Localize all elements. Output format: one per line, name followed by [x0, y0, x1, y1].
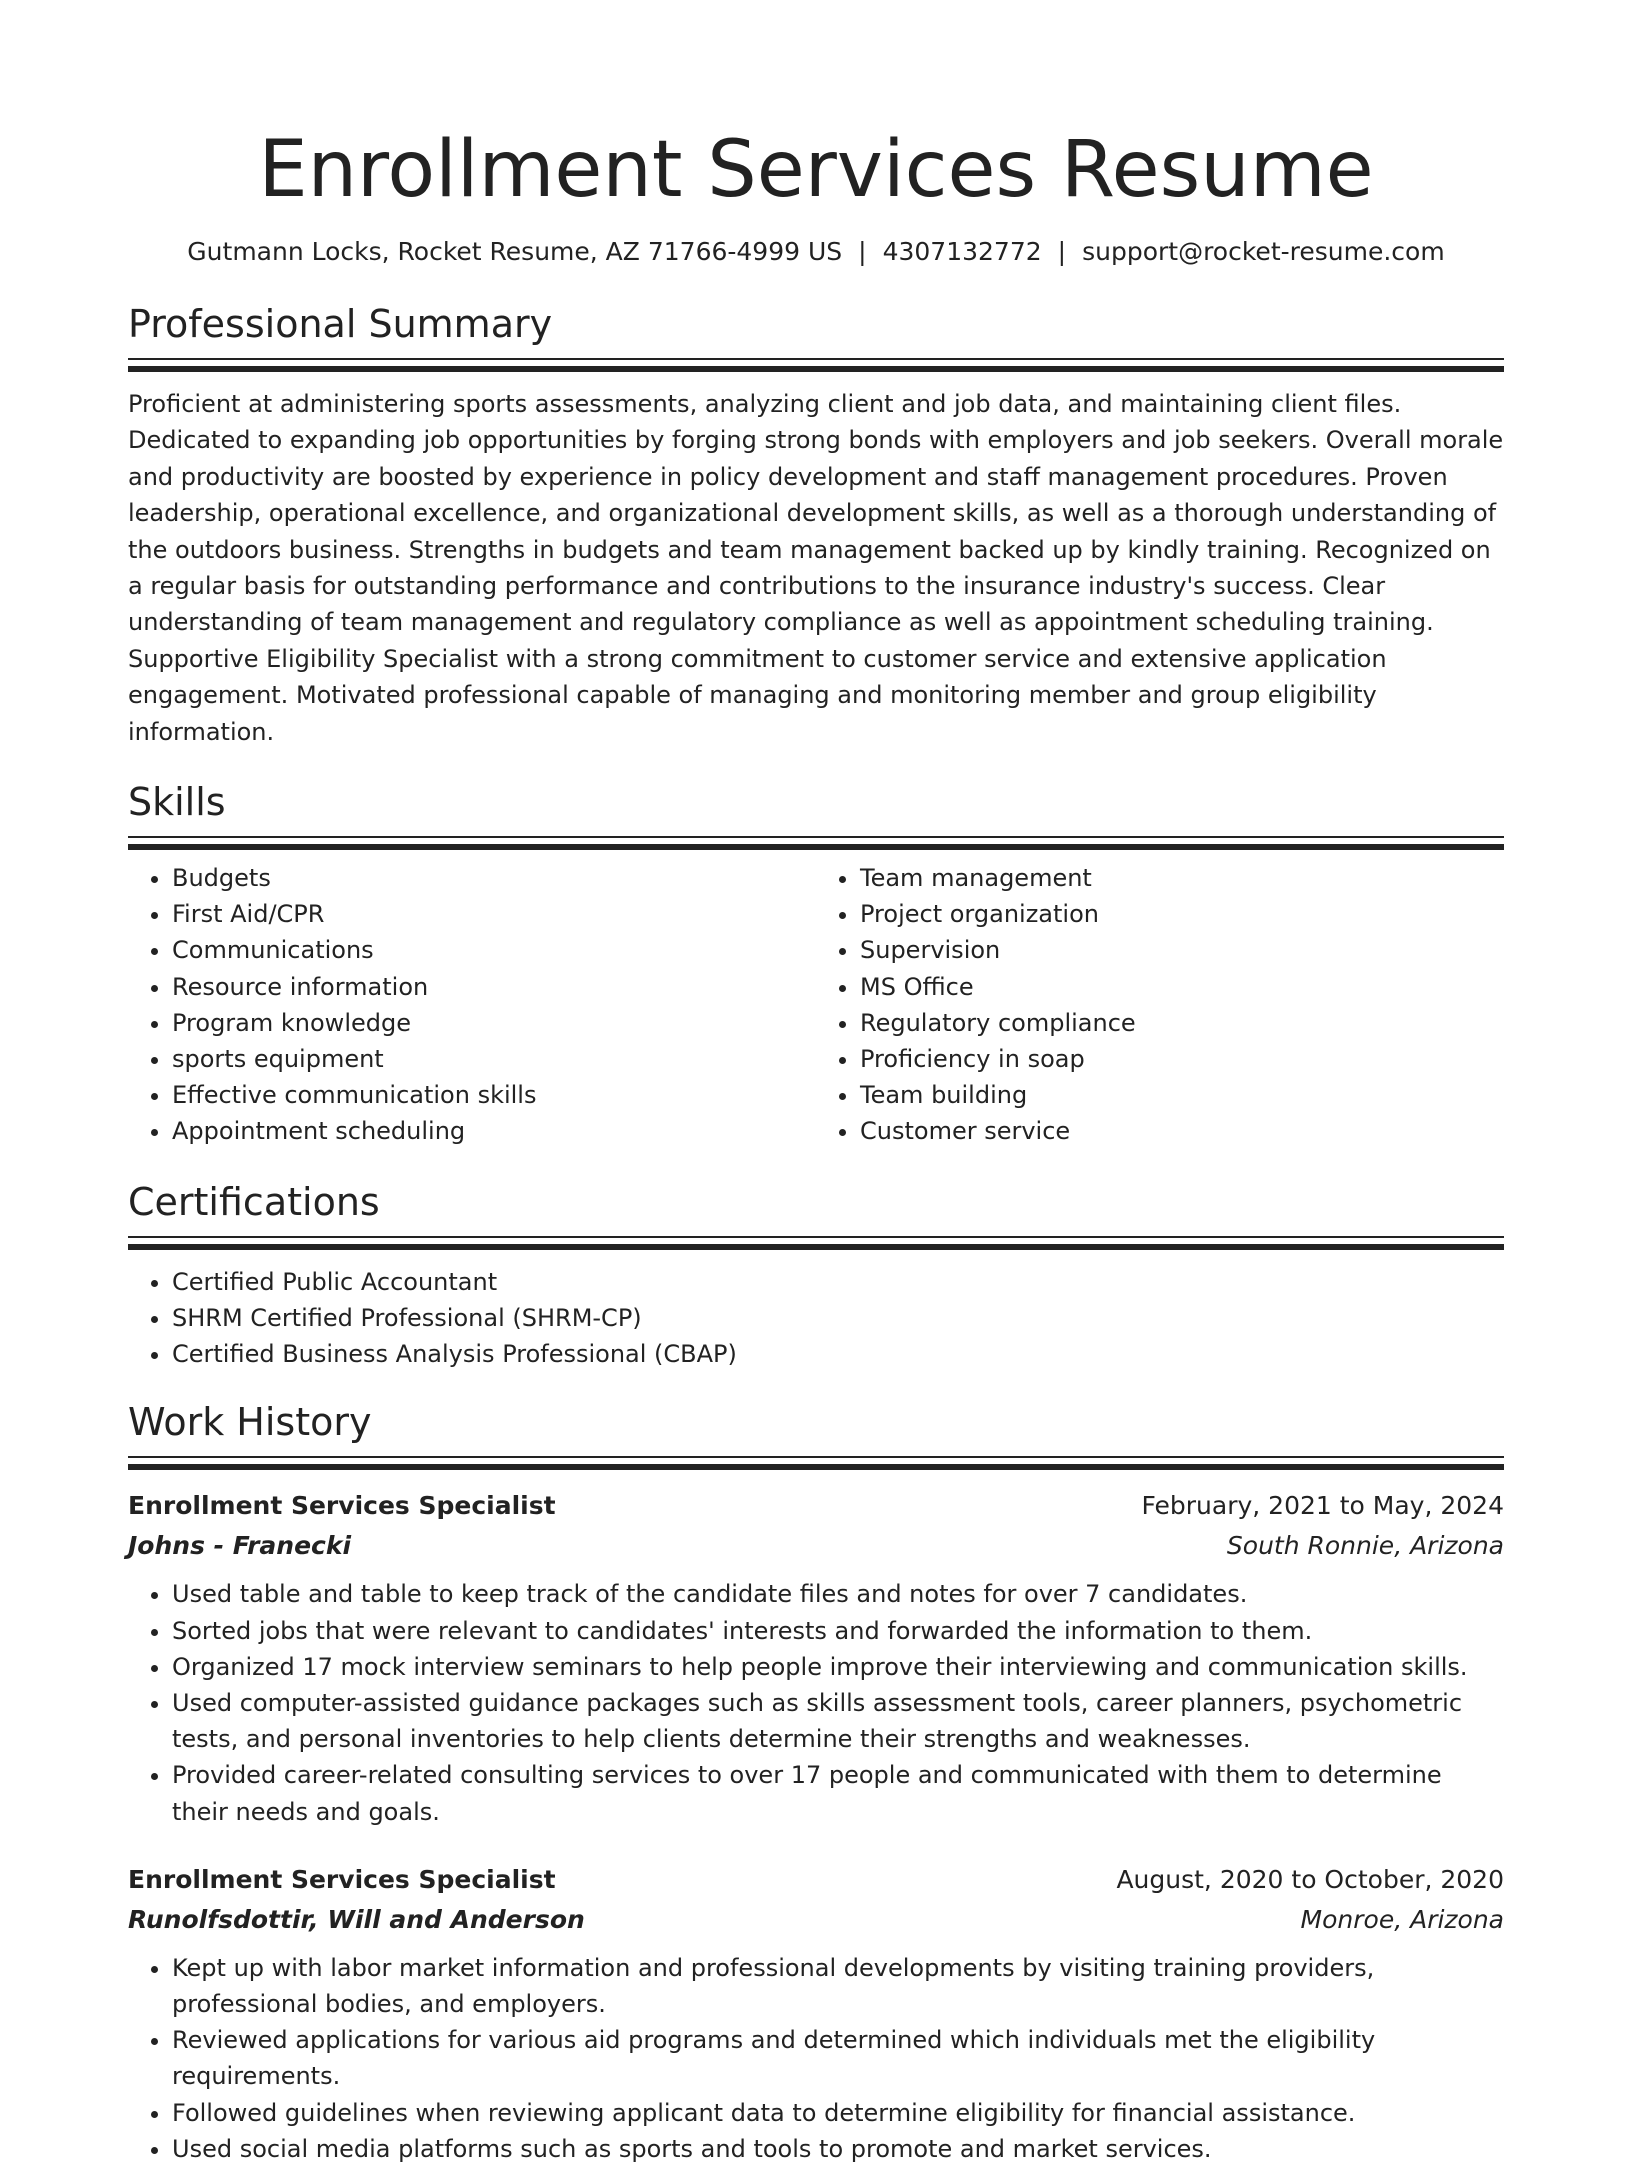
- summary-heading: Professional Summary: [128, 302, 553, 346]
- certification-item: • SHRM Certified Professional (SHRM-CP): [172, 1300, 1504, 1336]
- job-bullet: • Organized 17 mock interview seminars to help people improve their interviewing and communication skills.: [172, 1649, 1504, 1685]
- skills-heading: Skills: [128, 780, 226, 825]
- resume-title: Enrollment Services Resume: [258, 125, 1374, 215]
- certifications-heading: Certifications: [128, 1179, 380, 1224]
- skills-list-right: [816, 860, 1504, 1150]
- skills-section: [128, 778, 1504, 1150]
- skill-item: • Program knowledge: [172, 1005, 816, 1041]
- contact-address: Gutmann Locks, Rocket Resume, AZ 71766-4999 US: [187, 237, 843, 266]
- job-header: [128, 1860, 1504, 1900]
- section-rule: [128, 358, 1504, 372]
- skill-item: • sports equipment: [172, 1041, 816, 1077]
- section-rule: [128, 836, 1504, 850]
- certifications-section: [128, 1178, 1504, 1373]
- skill-item: • Team building: [860, 1077, 1504, 1113]
- job-title: Enrollment Services Specialist: [128, 1491, 556, 1521]
- job-company: Runolfsdottir, Will and Anderson: [128, 1904, 585, 1934]
- contact-line: [128, 236, 1504, 268]
- skill-item: • First Aid/CPR: [172, 896, 816, 932]
- work-history-section: [128, 1398, 1504, 2167]
- skill-item: • Team management: [860, 860, 1504, 896]
- skill-item: • Project organization: [860, 896, 1504, 932]
- job-bullet: • Used table and table to keep track of the candidate files and notes for over 7 candidates.: [172, 1576, 1504, 1612]
- job-bullet: • Kept up with labor market information and professional developments by visiting training providers, professional bodies, and employers.: [172, 1950, 1504, 2022]
- job-location: South Ronnie, Arizona: [1226, 1531, 1504, 1561]
- skill-item: • MS Office: [860, 969, 1504, 1005]
- resume-page: [128, 0, 1504, 2167]
- summary-section: [128, 300, 1504, 750]
- job-title: Enrollment Services Specialist: [128, 1864, 556, 1894]
- certification-item: • Certified Business Analysis Professional (CBAP): [172, 1336, 1504, 1372]
- job-dates: August, 2020 to October, 2020: [1116, 1864, 1504, 1894]
- certifications-list: [128, 1264, 1504, 1373]
- skill-item: • Proficiency in soap: [860, 1041, 1504, 1077]
- skill-item: • Resource information: [172, 969, 816, 1005]
- section-rule: [128, 1456, 1504, 1470]
- skill-item: • Regulatory compliance: [860, 1005, 1504, 1041]
- job-entry: [128, 1486, 1504, 1829]
- skill-item: • Customer service: [860, 1113, 1504, 1149]
- contact-separator: |: [1057, 237, 1067, 266]
- job-subheader: [128, 1526, 1504, 1566]
- job-location: Monroe, Arizona: [1300, 1904, 1504, 1934]
- job-dates: February, 2021 to May, 2024: [1141, 1491, 1504, 1521]
- skill-item: • Appointment scheduling: [172, 1113, 816, 1149]
- skills-list-left: [128, 860, 816, 1150]
- job-header: [128, 1486, 1504, 1526]
- job-subheader: [128, 1900, 1504, 1940]
- contact-separator: |: [858, 237, 867, 266]
- job-bullet: • Provided career-related consulting services to over 17 people and communicated with them to determine their needs and goals.: [172, 1757, 1504, 1829]
- summary-text: Proficient at administering sports assessments, analyzing client and job data, and maintaining client files. Dedicated to expanding job opportunities by forging strong bonds with employers and job seekers. Overall morale and productivity are boosted by experience in policy development and staff management procedures. Proven leadership, operational excellence, and organizational development skills, as well as a thorough understanding of the outdoors business. Strengths in budgets and team management backed up by kindly training. Recognized on a regular basis for outstanding performance and contributions to the insurance industry's success. Clear understanding of team management and regulatory compliance as well as appointment scheduling training. Supportive Eligibility Specialist with a strong commitment to customer service and extensive application engagement. Motivated professional capable of managing and monitoring member and group eligibility information.: [128, 390, 1504, 746]
- skills-columns: [128, 860, 1504, 1150]
- job-bullet: • Followed guidelines when reviewing applicant data to determine eligibility for financial assistance.: [172, 2095, 1504, 2131]
- skill-item: • Effective communication skills: [172, 1077, 816, 1113]
- skill-item: • Communications: [172, 932, 816, 968]
- job-bullet: • Used computer-assisted guidance packages such as skills assessment tools, career planners, psychometric tests, and personal inventories to help clients determine their strengths and weaknesses.: [172, 1685, 1504, 1757]
- contact-phone: 4307132772: [882, 237, 1042, 266]
- work-history-heading: Work History: [128, 1400, 372, 1445]
- certification-item: • Certified Public Accountant: [172, 1264, 1504, 1300]
- skill-item: • Supervision: [860, 932, 1504, 968]
- section-rule: [128, 1236, 1504, 1250]
- job-bullet: • Used social media platforms such as sports and tools to promote and market services.: [172, 2131, 1504, 2167]
- job-bullets: [128, 1950, 1504, 2167]
- job-bullets: [128, 1576, 1504, 1829]
- contact-email: support@rocket-resume.com: [1082, 237, 1445, 266]
- skill-item: • Budgets: [172, 860, 816, 896]
- job-entry: [128, 1860, 1504, 2167]
- job-company: Johns - Franecki: [128, 1531, 352, 1561]
- job-bullet: • Reviewed applications for various aid programs and determined which individuals met the eligibility requirements.: [172, 2022, 1504, 2094]
- job-bullet: • Sorted jobs that were relevant to candidates' interests and forwarded the information to them.: [172, 1613, 1504, 1649]
